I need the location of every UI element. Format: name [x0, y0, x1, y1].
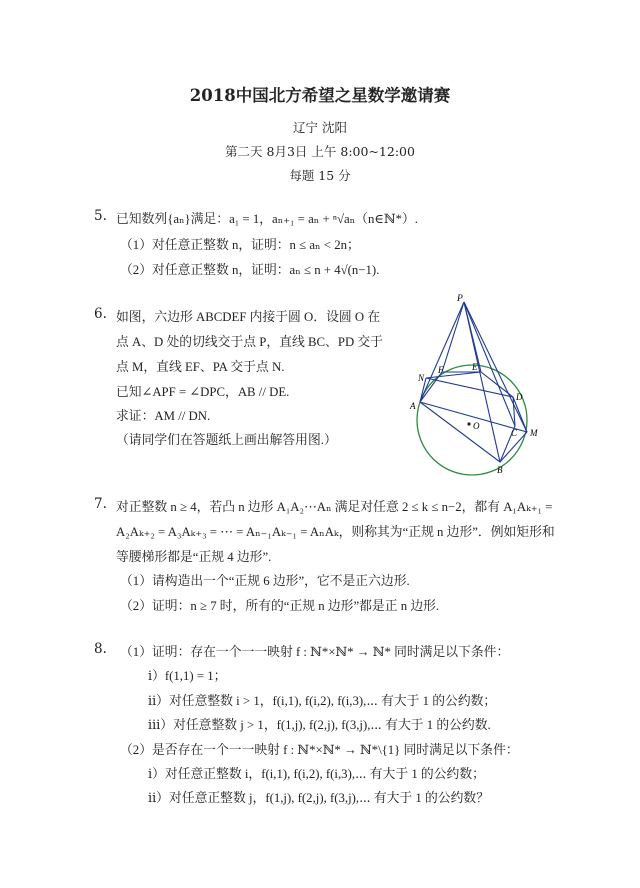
center-point	[467, 422, 470, 425]
problem-7-number: 7.	[94, 496, 107, 512]
hexagon	[420, 372, 515, 462]
problem-8-line-6: ⅰ）对任意正整数 i，f(i,1), f(i,2), f(i,3),⋯ 有大于 1 的公约数；	[148, 767, 485, 781]
page-title: 2018中国北方希望之星数学邀请赛	[189, 86, 451, 105]
label-o: O	[473, 421, 480, 431]
label-f: F	[438, 365, 444, 375]
problem-5-line-2: （1）对任意正整数 n，证明：n ≤ aₙ < 2n；	[120, 238, 360, 252]
line-pa	[420, 302, 464, 402]
label-b: B	[497, 465, 503, 475]
line-ne	[426, 372, 481, 378]
problem-7-line-5: （2）证明：n ≥ 7 时，所有的“正规 n 边形”都是正 n 边形.	[120, 599, 440, 613]
exam-location: 辽宁 沈阳	[293, 120, 347, 135]
problem-6-line-1: 如图，六边形 ABCDEF 内接于圆 O．设圆 O 在	[116, 310, 381, 324]
problem-6-line-2: 点 A、D 处的切线交于点 P，直线 BC、PD 交于	[116, 335, 383, 349]
label-d: D	[516, 392, 523, 402]
score-note: 每题 15 分	[289, 168, 351, 183]
exam-schedule: 第二天 8月3日 上午 8:00~12:00	[225, 144, 415, 159]
label-p: P	[457, 294, 463, 304]
problem-8-line-1: （1）证明：存在一个一一映射 f : ℕ*×ℕ* → ℕ* 同时满足以下条件：	[120, 645, 510, 659]
problem-6-number: 6.	[94, 306, 107, 322]
label-n: N	[418, 373, 425, 383]
label-e: E	[472, 362, 478, 372]
label-m: M	[530, 428, 538, 438]
problem-8-line-2: ⅰ）f(1,1) = 1；	[148, 669, 227, 683]
problem-8-line-7: ⅱ）对任意正整数 j，f(1,j), f(2,j), f(3,j),⋯ 有大于 1 的公约数？	[148, 791, 490, 805]
problem-5-number: 5.	[94, 208, 107, 224]
circle-o	[417, 365, 527, 475]
label-c: C	[511, 428, 518, 438]
label-a: A	[410, 401, 416, 411]
line-pf	[442, 302, 464, 372]
problem-7-line-1: 对正整数 n ≥ 4，若凸 n 边形 A₁A₂⋯Aₙ 满足对任意 2 ≤ k ≤ n−2，都有 A₁Aₖ₊₁ =	[116, 500, 553, 514]
problem-5-line-3: （2）对任意正整数 n，证明：aₙ ≤ n + 4√(n−1).	[120, 263, 380, 277]
problem-8-line-4: ⅲ）对任意整数 j > 1，f(1,j), f(2,j), f(3,j),⋯ 有大于 1 的公约数.	[148, 718, 491, 732]
problem-8-line-5: （2）是否存在一个一一映射 f : ℕ*×ℕ* → ℕ*\{1} 同时满足以下条件：	[120, 743, 519, 757]
problem-7-line-3: 等腰梯形都是“正规 4 边形”.	[116, 550, 272, 564]
problem-8-number: 8.	[94, 641, 107, 657]
problem-6-line-5: 求证：AM // DN.	[116, 409, 211, 423]
problem-7-line-4: （1）请构造出一个“正规 6 边形”，它不是正六边形.	[120, 574, 410, 588]
problem-7-line-2: A₂Aₖ₊₂ = A₃Aₖ₊₃ = ⋯ = Aₙ₋₁Aₖ₋₁ = AₙAₖ，则称其为“正规 n 边形”．例如矩形和	[116, 525, 555, 539]
problem-6-line-4: 已知∠APF = ∠DPC，AB // DE.	[116, 385, 290, 399]
problem-8-line-3: ⅱ）对任意整数 i > 1，f(i,1), f(i,2), f(i,3),⋯ 有大于 1 的公约数；	[148, 694, 497, 708]
geometry-figure	[405, 290, 555, 480]
problem-5-line-1: 已知数列{aₙ}满足：a₁ = 1，aₙ₊₁ = aₙ + ⁿ√aₙ（n∈ℕ*）.	[116, 212, 418, 226]
problem-6-line-6: （请同学们在答题纸上画出解答用图.）	[116, 433, 337, 447]
problem-6-line-3: 点 M，直线 EF、PA 交于点 N.	[116, 360, 285, 374]
